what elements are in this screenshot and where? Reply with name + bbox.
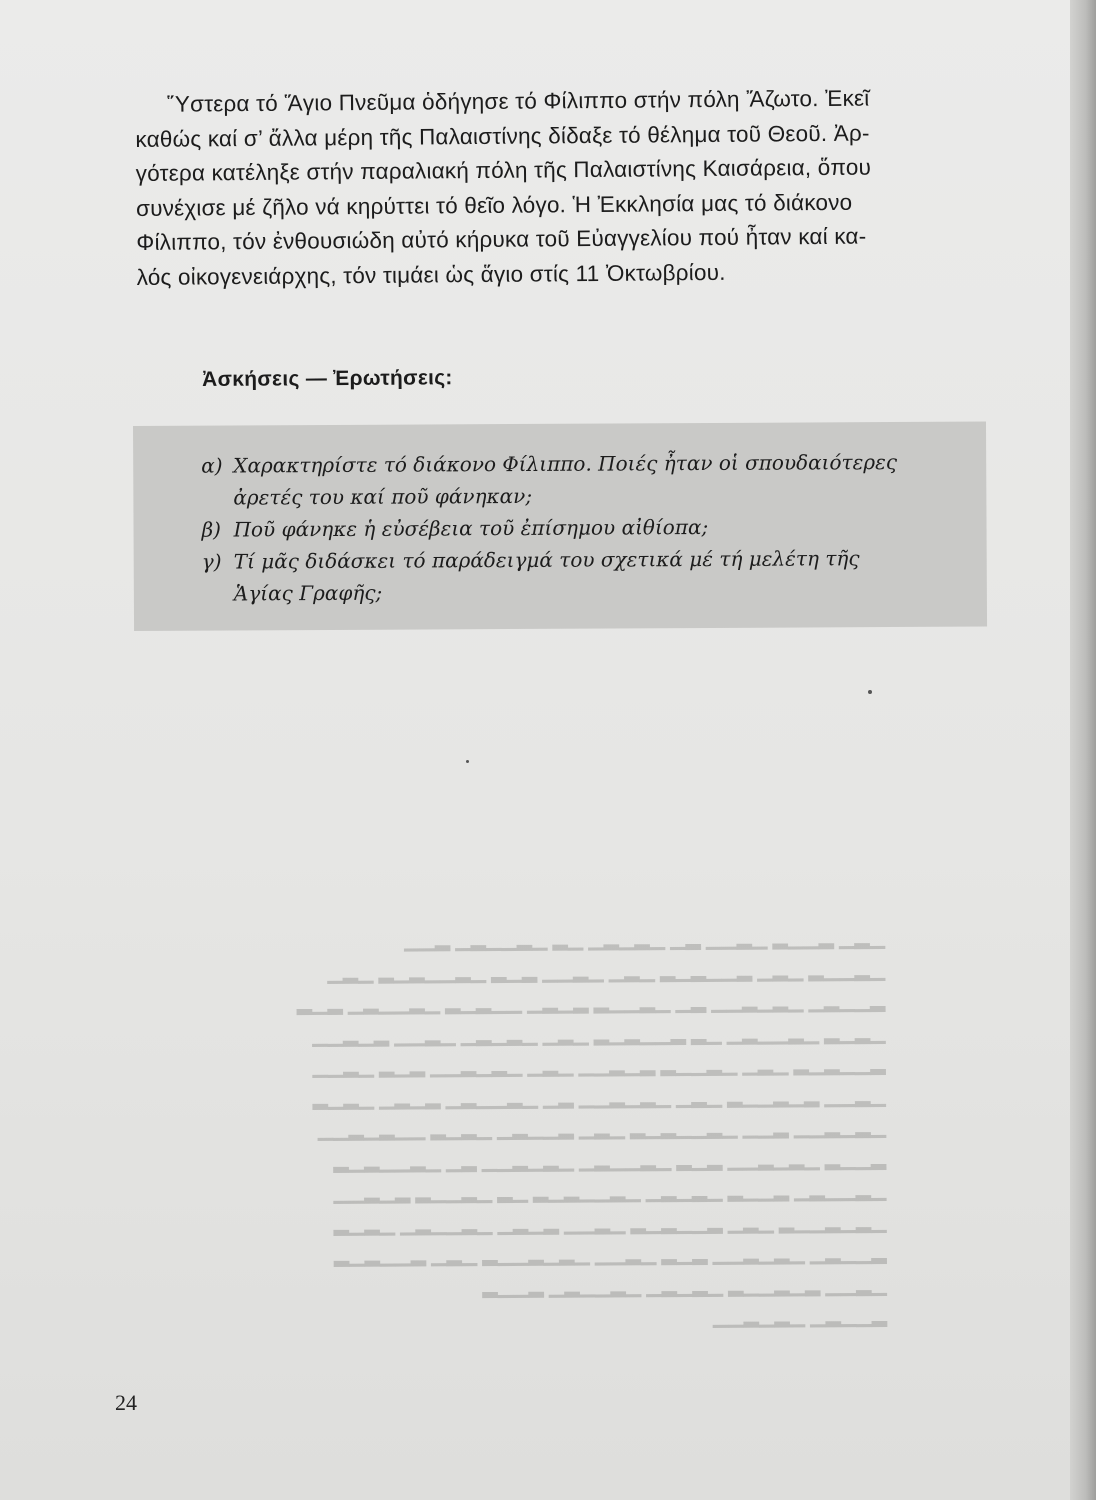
question-line: Ἁγίας Γραφῆς; — [233, 580, 383, 606]
question-item — [202, 542, 972, 610]
body-line: συνέχισε μέ ζῆλο νά κηρύττει τό θεῖο λόγο. Ἡ Ἐκκλησία μας τό διάκονο — [135, 189, 853, 221]
body-line: καθώς καί σ’ ἄλλα μέρη τῆς Παλαιστίνης δίδαξε τό θέλημα τοῦ Θεοῦ. Ἀρ- — [135, 120, 870, 152]
question-text — [233, 446, 971, 514]
body-line: Ὕστερα τό Ἅγιο Πνεῦμα ὁδήγησε τό Φίλιππο στήν πόλη Ἄζωτο. Ἐκεῖ — [167, 85, 870, 117]
dust-speck — [466, 760, 469, 763]
body-paragraph — [135, 80, 997, 294]
question-item — [201, 446, 971, 514]
page-number: 24 — [115, 1390, 137, 1415]
questions-box — [133, 422, 987, 631]
question-text — [233, 510, 971, 546]
body-line: Φίλιππο, τόν ἐνθουσιώδη αὐτό κήρυκα τοῦ Εὐαγγελίου πού ἦταν καί κα- — [136, 223, 867, 255]
question-marker: β) — [201, 517, 221, 542]
question-item — [201, 510, 971, 546]
question-marker: γ) — [201, 549, 222, 574]
question-line: Τί μᾶς διδάσκει τό παράδειγμά του σχετικά μέ τή μελέτη τῆς — [233, 546, 860, 574]
body-line: λός οἰκογενειάρχης, τόν τιμάει ὡς ἅγιο στίς 11 Ὀκτωβρίου. — [136, 259, 726, 290]
question-line: Χαρακτηρίστε τό διάκονο Φίλιππο. Ποιές ἦταν οἱ σπουδαιότερες — [233, 450, 898, 478]
exercises-heading: Ἀσκήσεις — Ἐρωτήσεις: — [202, 366, 453, 391]
dust-speck — [868, 690, 872, 694]
body-line: γότερα κατέληξε στήν παραλιακή πόλη τῆς Παλαιστίνης Καισάρεια, ὅπου — [135, 154, 872, 186]
question-line: Ποῦ φάνηκε ἡ εὐσέβεια τοῦ ἐπίσημου αἰθίοπα; — [233, 514, 709, 542]
question-text — [234, 542, 972, 610]
questions-list — [201, 446, 972, 610]
page-edge — [1070, 0, 1096, 1500]
bleed-through-texture: ▁▂▁ ▂▁▁▂ ▁▂▁▁ ▂▁ ▁▂▁▂▁ ▁▂ ▁▂▁▁▂▁ ▂▁▁ ▁▂▁▁▂ ▁▂▁ ▂▁▁▂▁▂ ▁▂▁ ▁▂▁▁ ▂▁▂ ▁▂▁▁▂▁▂ ▁▂▁ ▂▁▁▂▁ ▁▂▁▂▁▁ ▂▁ ▁▂▁▁▂ ▂▁▂▁ ▁▁▂▁▂ ▁▂▁▁▂▁ ▂▁▂ ▁▂▁▂ ▁▂▁▁▂▁ ▁▂ ▂▁▁▂▁▂ ▁▂▁ ▁▂▁▂▁ ▁▂▁▁ ▂▁▂▁▁ ▂▁▁▂▁▂ ▁▂▁ ▁▂▁▁▂ ▂▁▂▁▁ ▁▂▁ ▁▂▁▂▁▁ ▂▁▂ ▁▂▁▁ ▁▂▁▁ ▂▁▂▁▁▂ ▁▂▁ ▁▂▁▂▁▁ ▂▁ ▁▂▁▁▂▁ ▂▁▂▁ ▁▂▁▂ ▁▂▁▂▁▁ ▂▁▁ ▁▂▁▁▂▁▂ ▁▂▁ ▂▁▁▂▁ ▁▂▁▂ ▁▁▂▁▂▁▁ ▂▁▁▂ ▁▂▁▂▁▁ ▂▁▂ ▁▂▁▁▂▁ ▁▂▁▂▁▁ ▂▁ ▁▂▁▁▂▁▂ ▁▂▁▁▂▁ ▂▁▁▂ ▁▂▁▂▁ ▁▂▁▁▂▁▂ ▁▂ ▁▂▁▁▂ ▂▁▂▁▁ ▁▂▁▂▁▁▂ ▁▂▁ ▂▁▁▂▁▂ ▁▂▁▁ ▂▁▂▁ ▁▂▁▁▂▁ ▁▂▁▂ ▂▁▁▂▁ ▁▂▁▂▁▁ ▂▁▂ ▁▂▁▁ ▁▂▁▂▁▁▂ ▁▂▁ ▂▁▁▂▁▂ ▁▂▁▁ ▂▁▂▁▁▂ ▁▂▁▂▁ ▁▂▁▁▂▁ ▂▁▁▂ ▂▁▁▂▁ ▁▂▁▂▁▁ — [296, 927, 888, 1328]
question-line: ἀρετές του καί ποῦ φάνηκαν; — [233, 483, 533, 510]
question-marker: α) — [201, 453, 223, 478]
